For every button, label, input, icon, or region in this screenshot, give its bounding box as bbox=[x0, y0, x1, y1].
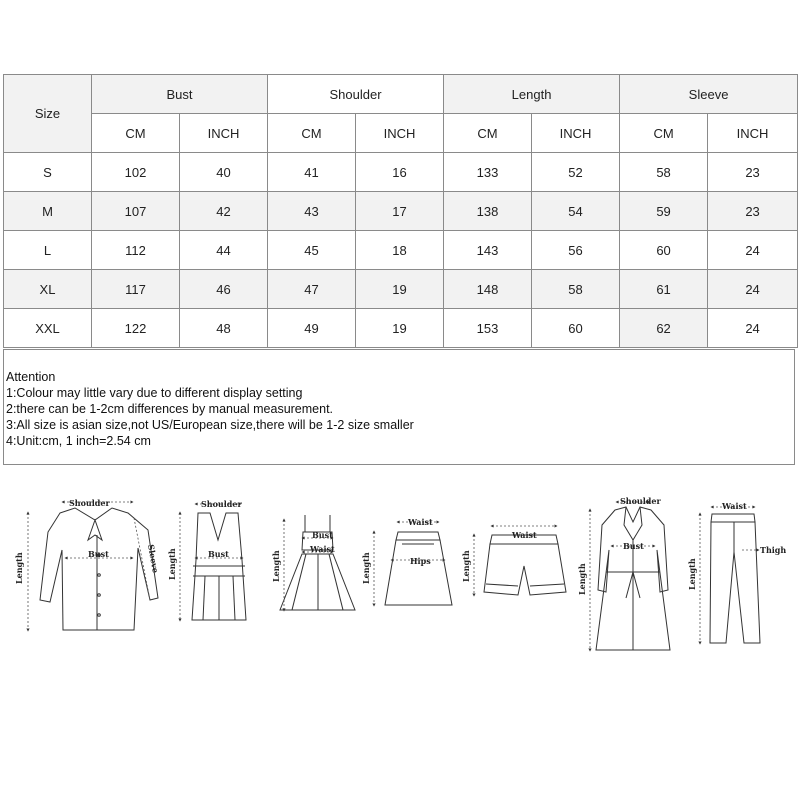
attention-notes bbox=[3, 349, 795, 465]
waist-label: Waist bbox=[310, 544, 335, 554]
value-cell: 18 bbox=[356, 231, 444, 270]
length-label: Length bbox=[271, 550, 281, 582]
table-row bbox=[4, 153, 798, 192]
size-cell: L bbox=[4, 231, 92, 270]
value-cell: 102 bbox=[92, 153, 180, 192]
bust-label: Bust bbox=[88, 549, 109, 559]
value-cell: 16 bbox=[356, 153, 444, 192]
size-header: Size bbox=[4, 75, 92, 153]
table-row bbox=[4, 192, 798, 231]
table-row bbox=[4, 270, 798, 309]
value-cell: 56 bbox=[532, 231, 620, 270]
unit-header: INCH bbox=[532, 114, 620, 153]
length-label: Length bbox=[361, 552, 371, 584]
value-cell: 143 bbox=[444, 231, 532, 270]
shoulder-label: Shoulder bbox=[201, 499, 242, 509]
value-cell: 41 bbox=[268, 153, 356, 192]
size-cell: XXL bbox=[4, 309, 92, 348]
unit-header-row bbox=[4, 114, 798, 153]
table-row bbox=[4, 309, 798, 348]
value-cell: 24 bbox=[708, 231, 798, 270]
value-cell: 58 bbox=[532, 270, 620, 309]
attention-line: 3:All size is asian size,not US/European size,there will be 1-2 size smaller bbox=[6, 418, 414, 432]
sleeve-label: Sleeve bbox=[146, 543, 161, 574]
value-cell: 122 bbox=[92, 309, 180, 348]
waist-label: Waist bbox=[512, 530, 537, 540]
shoulder-header: Shoulder bbox=[268, 75, 444, 114]
unit-header: INCH bbox=[356, 114, 444, 153]
unit-header: CM bbox=[268, 114, 356, 153]
waist-label: Waist bbox=[722, 501, 747, 511]
unit-header: CM bbox=[444, 114, 532, 153]
size-cell: M bbox=[4, 192, 92, 231]
value-cell: 62 bbox=[620, 309, 708, 348]
value-cell: 19 bbox=[356, 270, 444, 309]
unit-header: INCH bbox=[180, 114, 268, 153]
hips-label: Hips bbox=[410, 556, 431, 566]
value-cell: 46 bbox=[180, 270, 268, 309]
value-cell: 59 bbox=[620, 192, 708, 231]
sleeve-header: Sleeve bbox=[620, 75, 798, 114]
value-cell: 148 bbox=[444, 270, 532, 309]
size-cell: XL bbox=[4, 270, 92, 309]
attention-line: 2:there can be 1-2cm differences by manual measurement. bbox=[6, 402, 334, 416]
value-cell: 40 bbox=[180, 153, 268, 192]
garment-measurement-diagrams bbox=[0, 480, 800, 670]
unit-header: CM bbox=[620, 114, 708, 153]
attention-title: Attention bbox=[6, 370, 56, 384]
length-label: Length bbox=[577, 563, 587, 595]
value-cell: 23 bbox=[708, 153, 798, 192]
value-cell: 138 bbox=[444, 192, 532, 231]
thigh-label: Thigh bbox=[760, 545, 787, 555]
skirt-diagram bbox=[361, 517, 452, 605]
value-cell: 153 bbox=[444, 309, 532, 348]
table-row bbox=[4, 231, 798, 270]
value-cell: 107 bbox=[92, 192, 180, 231]
value-cell: 44 bbox=[180, 231, 268, 270]
bust-label: Bust bbox=[623, 541, 644, 551]
unit-header: CM bbox=[92, 114, 180, 153]
shirt-diagram bbox=[14, 498, 161, 630]
bust-label: Bust bbox=[208, 549, 229, 559]
value-cell: 23 bbox=[708, 192, 798, 231]
attention-line: 4:Unit:cm, 1 inch=2.54 cm bbox=[6, 434, 151, 448]
value-cell: 17 bbox=[356, 192, 444, 231]
length-label: Length bbox=[687, 558, 697, 590]
value-cell: 60 bbox=[532, 309, 620, 348]
group-header-row bbox=[4, 75, 798, 114]
size-cell: S bbox=[4, 153, 92, 192]
attention-line: 1:Colour may little vary due to different display setting bbox=[6, 386, 303, 400]
bust-header: Bust bbox=[92, 75, 268, 114]
coat-diagram bbox=[577, 496, 670, 650]
bust-label: Bust bbox=[312, 530, 333, 540]
value-cell: 24 bbox=[708, 270, 798, 309]
length-label: Length bbox=[167, 548, 177, 580]
value-cell: 24 bbox=[708, 309, 798, 348]
value-cell: 52 bbox=[532, 153, 620, 192]
value-cell: 117 bbox=[92, 270, 180, 309]
value-cell: 54 bbox=[532, 192, 620, 231]
value-cell: 49 bbox=[268, 309, 356, 348]
waist-label: Waist bbox=[408, 517, 433, 527]
value-cell: 133 bbox=[444, 153, 532, 192]
length-label: Length bbox=[461, 550, 471, 582]
value-cell: 112 bbox=[92, 231, 180, 270]
shoulder-label: Shoulder bbox=[620, 496, 661, 506]
value-cell: 58 bbox=[620, 153, 708, 192]
length-header: Length bbox=[444, 75, 620, 114]
value-cell: 19 bbox=[356, 309, 444, 348]
value-cell: 47 bbox=[268, 270, 356, 309]
value-cell: 61 bbox=[620, 270, 708, 309]
value-cell: 45 bbox=[268, 231, 356, 270]
length-label: Length bbox=[14, 552, 24, 584]
value-cell: 60 bbox=[620, 231, 708, 270]
shoulder-label: Shoulder bbox=[69, 498, 110, 508]
dress-diagram bbox=[271, 515, 355, 610]
unit-header: INCH bbox=[708, 114, 798, 153]
shorts-diagram bbox=[461, 526, 566, 595]
vest-diagram bbox=[167, 499, 246, 620]
size-chart-table bbox=[3, 74, 798, 348]
trousers-diagram bbox=[687, 501, 786, 643]
value-cell: 48 bbox=[180, 309, 268, 348]
value-cell: 43 bbox=[268, 192, 356, 231]
value-cell: 42 bbox=[180, 192, 268, 231]
